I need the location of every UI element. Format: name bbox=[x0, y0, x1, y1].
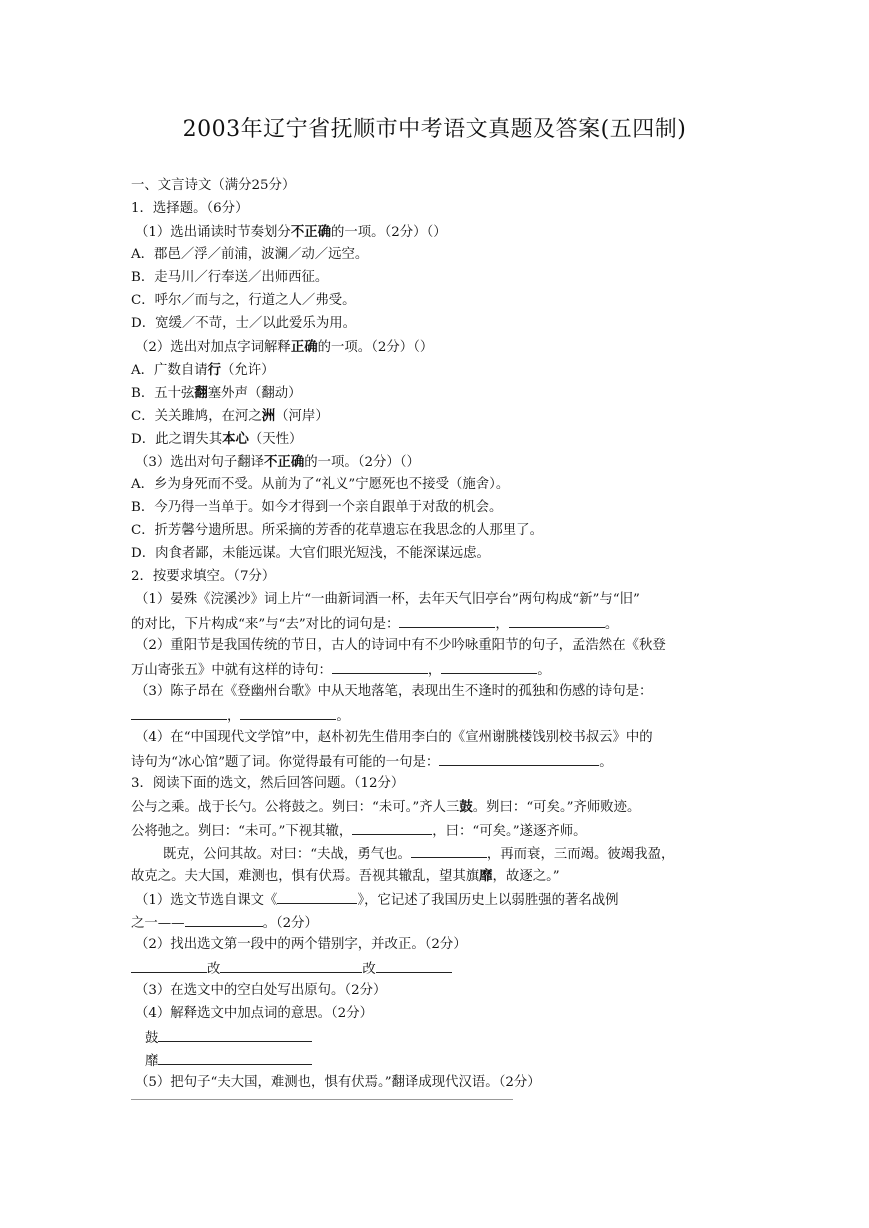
punctuation: ， bbox=[427, 663, 442, 678]
passage-text: ，再而衰，三而竭。彼竭我盈， bbox=[486, 847, 675, 862]
correction-label: 改 bbox=[207, 962, 221, 977]
passage-text: 故克之。夫大国，难测也，惧有伏焉。吾视其辙乱，望其旗 bbox=[131, 869, 480, 884]
punctuation: ， bbox=[495, 617, 509, 632]
option-text: B．五十弦 bbox=[131, 386, 195, 401]
prompt-text: 的一项。（2分）（） bbox=[304, 455, 420, 470]
section-heading: 一、文言诗文（满分25分） bbox=[131, 178, 296, 193]
q3-sub5-prompt: （5）把句子“夫大国，难测也，惧有伏焉。”翻译成现代汉语。（2分） bbox=[135, 1075, 541, 1090]
passage-text: ，曰：“可矣。”遂逐齐师。 bbox=[432, 824, 587, 839]
q2-item4-line2 bbox=[131, 753, 613, 771]
q2-item4-line1: （4）在“中国现代文学馆”中，赵朴初先生借用李白的《宣州谢朓楼饯别校书叔云》中的 bbox=[135, 730, 653, 745]
option-text: 塞外声（翻动） bbox=[207, 386, 302, 401]
answer-blank[interactable] bbox=[399, 615, 495, 628]
q3-sub4-word2 bbox=[145, 1052, 312, 1070]
punctuation: 。 bbox=[604, 617, 619, 632]
q1-p3-option-a: A．乡为身死而不受。从前为了“礼义”宁愿死也不接受（施舍）。 bbox=[131, 477, 510, 492]
q3-sub2-prompt: （2）找出选文第一段中的两个错别字，并改正。（2分） bbox=[135, 937, 467, 952]
correction-label: 改 bbox=[362, 962, 376, 977]
dotted-word: 行 bbox=[207, 362, 222, 378]
answer-blank[interactable] bbox=[220, 960, 362, 973]
option-text: （河岸） bbox=[275, 409, 329, 424]
answer-blank[interactable] bbox=[441, 661, 537, 674]
prompt-text: 的一项。（2分）（） bbox=[331, 225, 447, 240]
prompt-text: 》，它记述了我国历史上以弱胜强的著名战例 bbox=[357, 893, 619, 908]
answer-line[interactable] bbox=[131, 1099, 513, 1100]
prompt-text: 的一项。（2分）（） bbox=[317, 340, 434, 355]
passage-line-1 bbox=[131, 799, 640, 816]
prompt-text: 的对比，下片构成“来”与“去”对比的词句是： bbox=[131, 617, 400, 632]
answer-blank[interactable] bbox=[352, 822, 432, 835]
passage-text: 公将弛之。刿曰：“未可。”下视其辙， bbox=[131, 824, 353, 839]
option-text: A．广数自请 bbox=[131, 363, 208, 378]
answer-blank[interactable] bbox=[131, 707, 227, 720]
passage-text: 。刿曰：“可矣。”齐师败迹。 bbox=[472, 800, 641, 815]
answer-blank[interactable] bbox=[131, 960, 207, 973]
prompt-text: （2）选出对加点字词解释 bbox=[135, 340, 291, 355]
q1-p1-option-c: C．呼尔／而与之，行道之人／弗受。 bbox=[131, 293, 356, 308]
document-title: 2003年辽宁省抚顺市中考语文真题及答案(五四制) bbox=[182, 117, 687, 142]
q1-p2-option-b bbox=[131, 385, 302, 402]
q1-p1-option-b: B．走马川／行奉送／出师西征。 bbox=[131, 270, 329, 285]
q3-sub1-line1 bbox=[135, 891, 619, 909]
prompt-text: 诗句为“冰心馆”题了词。你觉得最有可能的一句是： bbox=[131, 755, 440, 770]
dotted-word: 洲 bbox=[261, 408, 276, 424]
option-text: （天性） bbox=[248, 432, 303, 447]
answer-blank[interactable] bbox=[411, 845, 487, 858]
dotted-word: 翻 bbox=[194, 385, 208, 401]
q2-item3-line1: （3）陈子昂在《登幽州台歌》中从天地落笔，表现出生不逢时的孤独和伤感的诗句是： bbox=[135, 684, 653, 699]
passage-line-4 bbox=[131, 868, 560, 885]
prompt-text: （3）选出对句子翻译 bbox=[135, 455, 265, 470]
question-3-heading: 3．阅读下面的选文，然后回答问题。（12分） bbox=[131, 776, 405, 791]
punctuation: 。 bbox=[599, 755, 613, 770]
emphasis-text: 不正确 bbox=[264, 454, 305, 470]
answer-blank[interactable] bbox=[509, 615, 605, 628]
keyword: 鼓 bbox=[145, 1031, 159, 1046]
punctuation: ， bbox=[227, 709, 241, 724]
answer-blank[interactable] bbox=[240, 707, 336, 720]
passage-text: 既克，公问其故。对曰：“夫战，勇气也。 bbox=[163, 847, 411, 862]
q3-sub4-word1 bbox=[145, 1029, 312, 1047]
dotted-word: 靡 bbox=[479, 868, 493, 884]
q1-part1-prompt bbox=[135, 224, 447, 241]
keyword: 靡 bbox=[145, 1054, 159, 1069]
passage-text: ，故逐之。” bbox=[492, 869, 560, 884]
answer-blank[interactable] bbox=[185, 914, 263, 927]
q3-sub4-prompt: （4）解释选文中加点词的意思。（2分） bbox=[135, 1006, 373, 1021]
answer-blank[interactable] bbox=[158, 1029, 312, 1042]
question-2-heading: 2．按要求填空。（7分） bbox=[131, 569, 276, 584]
q1-part3-prompt bbox=[135, 454, 420, 471]
dotted-word: 本心 bbox=[222, 431, 249, 447]
punctuation: 。 bbox=[537, 663, 551, 678]
prompt-text: 。（2分） bbox=[262, 916, 318, 931]
prompt-text: （1）选文节选自课文《 bbox=[135, 893, 278, 908]
passage-text: 公与之乘。战于长勺。公将鼓之。刿曰：“未可。”齐人三 bbox=[131, 800, 460, 815]
q3-sub2-answer bbox=[131, 960, 452, 978]
option-text: C．关关雎鸠，在河之 bbox=[131, 409, 262, 424]
q1-p3-option-c: C．折芳馨兮遗所思。所采摘的芳香的花草遗忘在我思念的人那里了。 bbox=[131, 523, 543, 538]
q1-p2-option-c bbox=[131, 408, 329, 425]
answer-blank[interactable] bbox=[158, 1052, 312, 1065]
answer-blank[interactable] bbox=[376, 960, 452, 973]
q3-sub3-prompt: （3）在选文中的空白处写出原句。（2分） bbox=[135, 983, 387, 998]
passage-line-2 bbox=[131, 822, 587, 840]
answer-blank[interactable] bbox=[439, 753, 599, 766]
answer-blank[interactable] bbox=[277, 891, 357, 904]
q2-item3-line2 bbox=[131, 707, 350, 725]
punctuation: 。 bbox=[336, 709, 350, 724]
emphasis-text: 正确 bbox=[290, 339, 318, 355]
q1-p2-option-a bbox=[131, 362, 275, 379]
q2-item1-line2 bbox=[131, 615, 618, 633]
prompt-text: （1）选出诵读时节奏划分 bbox=[135, 225, 291, 240]
q2-item1-line1: （1）晏殊《浣溪沙》词上片“一曲新词酒一杯，去年天气旧亭台”两句构成“新”与“旧” bbox=[135, 592, 640, 607]
passage-line-3 bbox=[163, 845, 674, 863]
dotted-word: 鼓 bbox=[459, 799, 473, 815]
prompt-text: 之一—— bbox=[131, 916, 185, 931]
prompt-text: 万山寄张五》中就有这样的诗句： bbox=[131, 663, 332, 678]
emphasis-text: 不正确 bbox=[290, 224, 331, 240]
q2-item2-line2 bbox=[131, 661, 551, 679]
q1-p3-option-d: D．肉食者鄙，未能远谋。大官们眼光短浅，不能深谋远虑。 bbox=[131, 546, 490, 561]
q1-p1-option-a: A．郡邑／浮／前浦，波澜／动／远空。 bbox=[131, 247, 369, 262]
q1-p3-option-b: B．今乃得一当单于。如今才得到一个亲自跟单于对敌的机会。 bbox=[131, 500, 503, 515]
q1-part2-prompt bbox=[135, 339, 433, 356]
q1-p1-option-d: D．宽缓／不苛，士／以此爱乐为用。 bbox=[131, 316, 356, 331]
q1-p2-option-d bbox=[131, 431, 302, 448]
answer-blank[interactable] bbox=[332, 661, 428, 674]
option-text: D．此之谓失其 bbox=[131, 432, 223, 447]
question-1-heading: 1．选择题。（6分） bbox=[131, 201, 249, 216]
option-text: （允许） bbox=[221, 363, 275, 378]
q3-sub1-line2 bbox=[131, 914, 318, 932]
q2-item2-line1: （2）重阳节是我国传统的节日，古人的诗词中有不少吟咏重阳节的句子，孟浩然在《秋登 bbox=[135, 638, 666, 653]
